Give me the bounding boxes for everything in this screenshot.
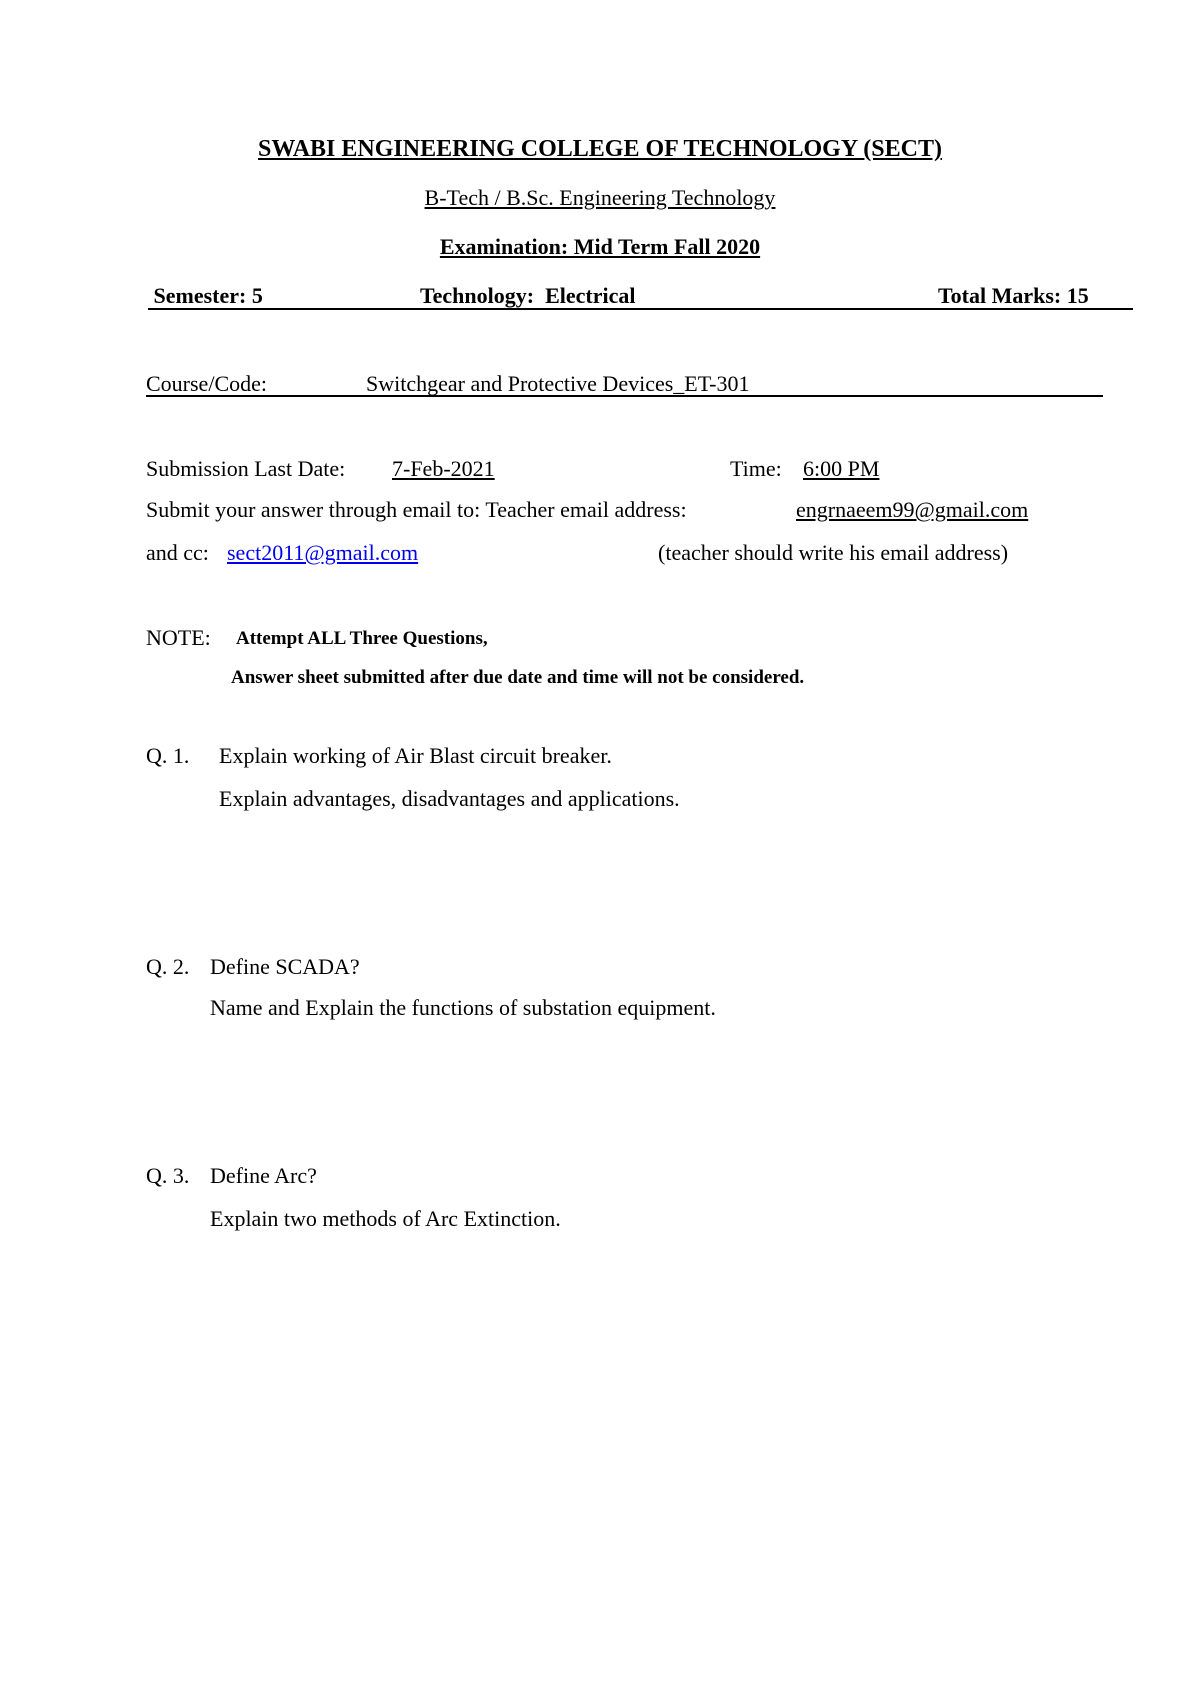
course-label: Course/Code: — [146, 371, 267, 396]
question-2-number: Q. 2. — [146, 954, 190, 979]
question-1-line-2: Explain advantages, disadvantages and applications. — [219, 786, 680, 811]
note-line-1: Attempt ALL Three Questions, — [236, 628, 488, 649]
semester: Semester: 5 — [148, 283, 263, 308]
examination-title: Examination: Mid Term Fall 2020 — [439, 234, 761, 259]
question-2-line-2: Name and Explain the functions of substation equipment. — [210, 995, 716, 1020]
question-3-line-2: Explain two methods of Arc Extinction. — [210, 1206, 561, 1231]
question-3-line-1: Define Arc? — [210, 1163, 317, 1188]
cc-email-link[interactable]: sect2011@gmail.com — [227, 540, 419, 565]
total-marks: Total Marks: 15 — [938, 283, 1089, 308]
submission-date: 7-Feb-2021 — [392, 456, 495, 481]
cc-note: (teacher should write his email address) — [658, 540, 1009, 565]
question-1-number: Q. 1. — [146, 743, 190, 768]
question-1-line-1: Explain working of Air Blast circuit breaker. — [219, 743, 612, 768]
email-intro: Submit your answer through email to: Teacher email address: — [146, 497, 687, 522]
submission-date-label: Submission Last Date: — [146, 456, 346, 481]
note-line-2: Answer sheet submitted after due date and time will not be considered. — [231, 667, 805, 688]
time-label: Time: — [730, 456, 782, 481]
cc-label: and cc: — [146, 540, 209, 565]
teacher-email[interactable]: engrnaeem99@gmail.com — [796, 497, 1029, 522]
question-3-number: Q. 3. — [146, 1163, 190, 1188]
question-2-line-1: Define SCADA? — [210, 954, 360, 979]
note-label: NOTE: — [146, 625, 211, 650]
time-value: 6:00 PM — [803, 456, 880, 481]
technology: Technology: Electrical — [420, 283, 636, 308]
program-title: B-Tech / B.Sc. Engineering Technology — [424, 185, 776, 210]
college-title: SWABI ENGINEERING COLLEGE OF TECHNOLOGY (SECT) — [258, 136, 942, 162]
course-code: Switchgear and Protective Devices_ET-301 — [366, 371, 750, 396]
